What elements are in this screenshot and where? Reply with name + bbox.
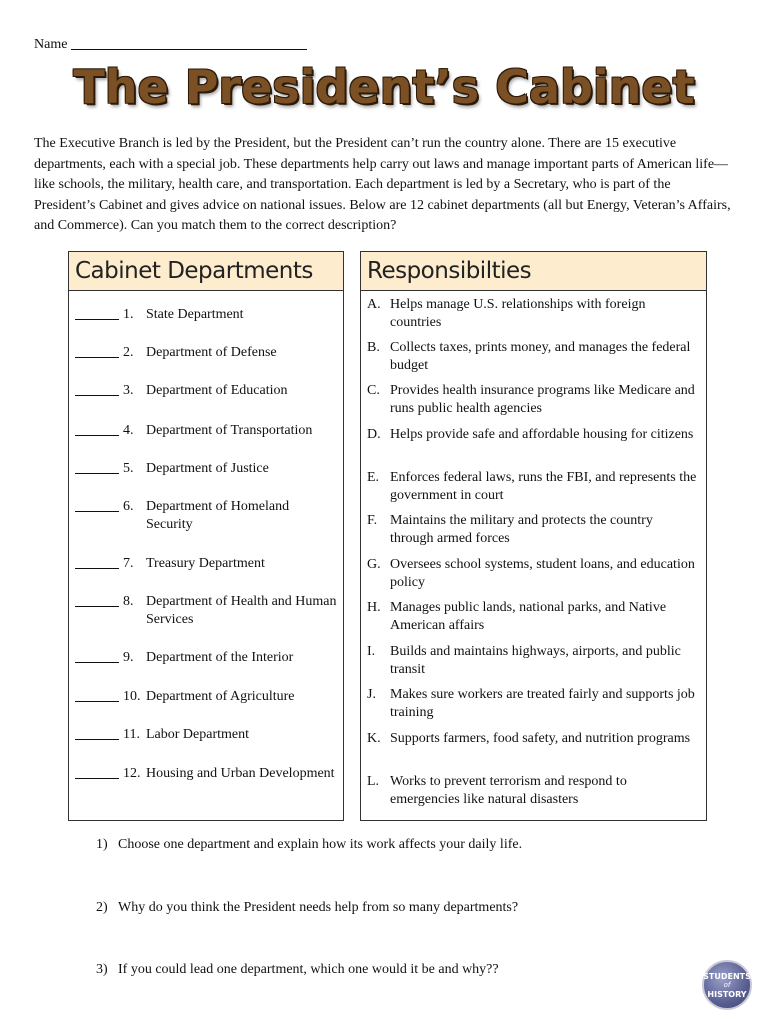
answer-blank[interactable] [75,382,119,396]
answer-blank[interactable] [75,422,119,436]
page-title: The President’s Cabinet [73,60,695,114]
department-item: 10. Department of Agriculture [75,688,337,706]
question-1: 1) Choose one department and explain how its work affects your daily life. [96,837,523,852]
department-item: 8. Department of Health and Human Services [75,593,337,628]
responsibility-item: A. Helps manage U.S. relationships with foreign countries [367,297,646,330]
answer-blank[interactable] [75,649,119,663]
responsibility-item: K. Supports farmers, food safety, and nutrition programs [367,731,691,746]
department-item: 7. Treasury Department [75,555,337,573]
responsibility-item: B. Collects taxes, prints money, and manages the federal budget [367,340,691,373]
department-item: 1. State Department [75,306,337,324]
responsibility-item: G. Oversees school systems, student loans, and education policy [367,557,695,590]
department-item: 5. Department of Justice [75,460,337,478]
name-line [34,35,307,53]
department-item: 9. Department of the Interior [75,649,337,667]
answer-blank[interactable] [75,593,119,607]
answer-blank[interactable] [75,688,119,702]
department-item: 11. Labor Department [75,726,337,744]
responsibility-item: D. Helps provide safe and affordable housing for citizens [367,427,694,442]
responsibility-item: F. Maintains the military and protects the country through armed forces [367,513,653,546]
responsibilities-heading: Responsibilties [361,252,706,291]
question-2: 2) Why do you think the President needs help from so many departments? [96,900,519,915]
answer-blank[interactable] [75,726,119,740]
answer-blank[interactable] [75,555,119,569]
answer-blank[interactable] [75,498,119,512]
departments-box [68,251,344,821]
answer-blank[interactable] [75,306,119,320]
intro-paragraph: The Executive Branch is led by the President, but the President can’t run the country alone. There are 15 executive departments, each with a special job. These departments help carry out laws and manage important parts of American life—like schools, the military, health care, and transportation. Each department is led by a Secretary, who is part of the President’s Cabinet and gives advice on national issues. Below are 12 cabinet departments (all but Energy, Veteran’s Affairs, and Commerce). Can you match them to the correct description? [34,136,731,233]
responsibility-item: C. Provides health insurance programs like Medicare and runs public health agencies [367,383,695,416]
responsibility-item: L. Works to prevent terrorism and respond to emergencies like natural disasters [367,774,627,807]
department-item: 2. Department of Defense [75,344,337,362]
department-item: 12. Housing and Urban Development [75,765,337,783]
responsibility-item: J. Makes sure workers are treated fairly and supports job training [367,687,695,720]
responsibility-item: H. Manages public lands, national parks, and Native American affairs [367,600,667,633]
answer-blank[interactable] [75,344,119,358]
responsibility-item: E. Enforces federal laws, runs the FBI, and represents the government in court [367,470,697,503]
answer-blank[interactable] [75,765,119,779]
responsibility-item: I. Builds and maintains highways, airports, and public transit [367,644,681,677]
department-item: 4. Department of Transportation [75,422,337,440]
department-item: 6. Department of Homeland Security [75,498,337,533]
students-of-history-logo: STUDENTS of HISTORY [702,960,752,1010]
departments-heading: Cabinet Departments [69,252,343,291]
department-item: 3. Department of Education [75,382,337,400]
responsibilities-box [360,251,707,821]
question-3: 3) If you could lead one department, which one would it be and why?? [96,962,499,977]
answer-blank[interactable] [75,460,119,474]
name-label: Name [34,37,68,52]
name-blank[interactable] [71,35,307,50]
